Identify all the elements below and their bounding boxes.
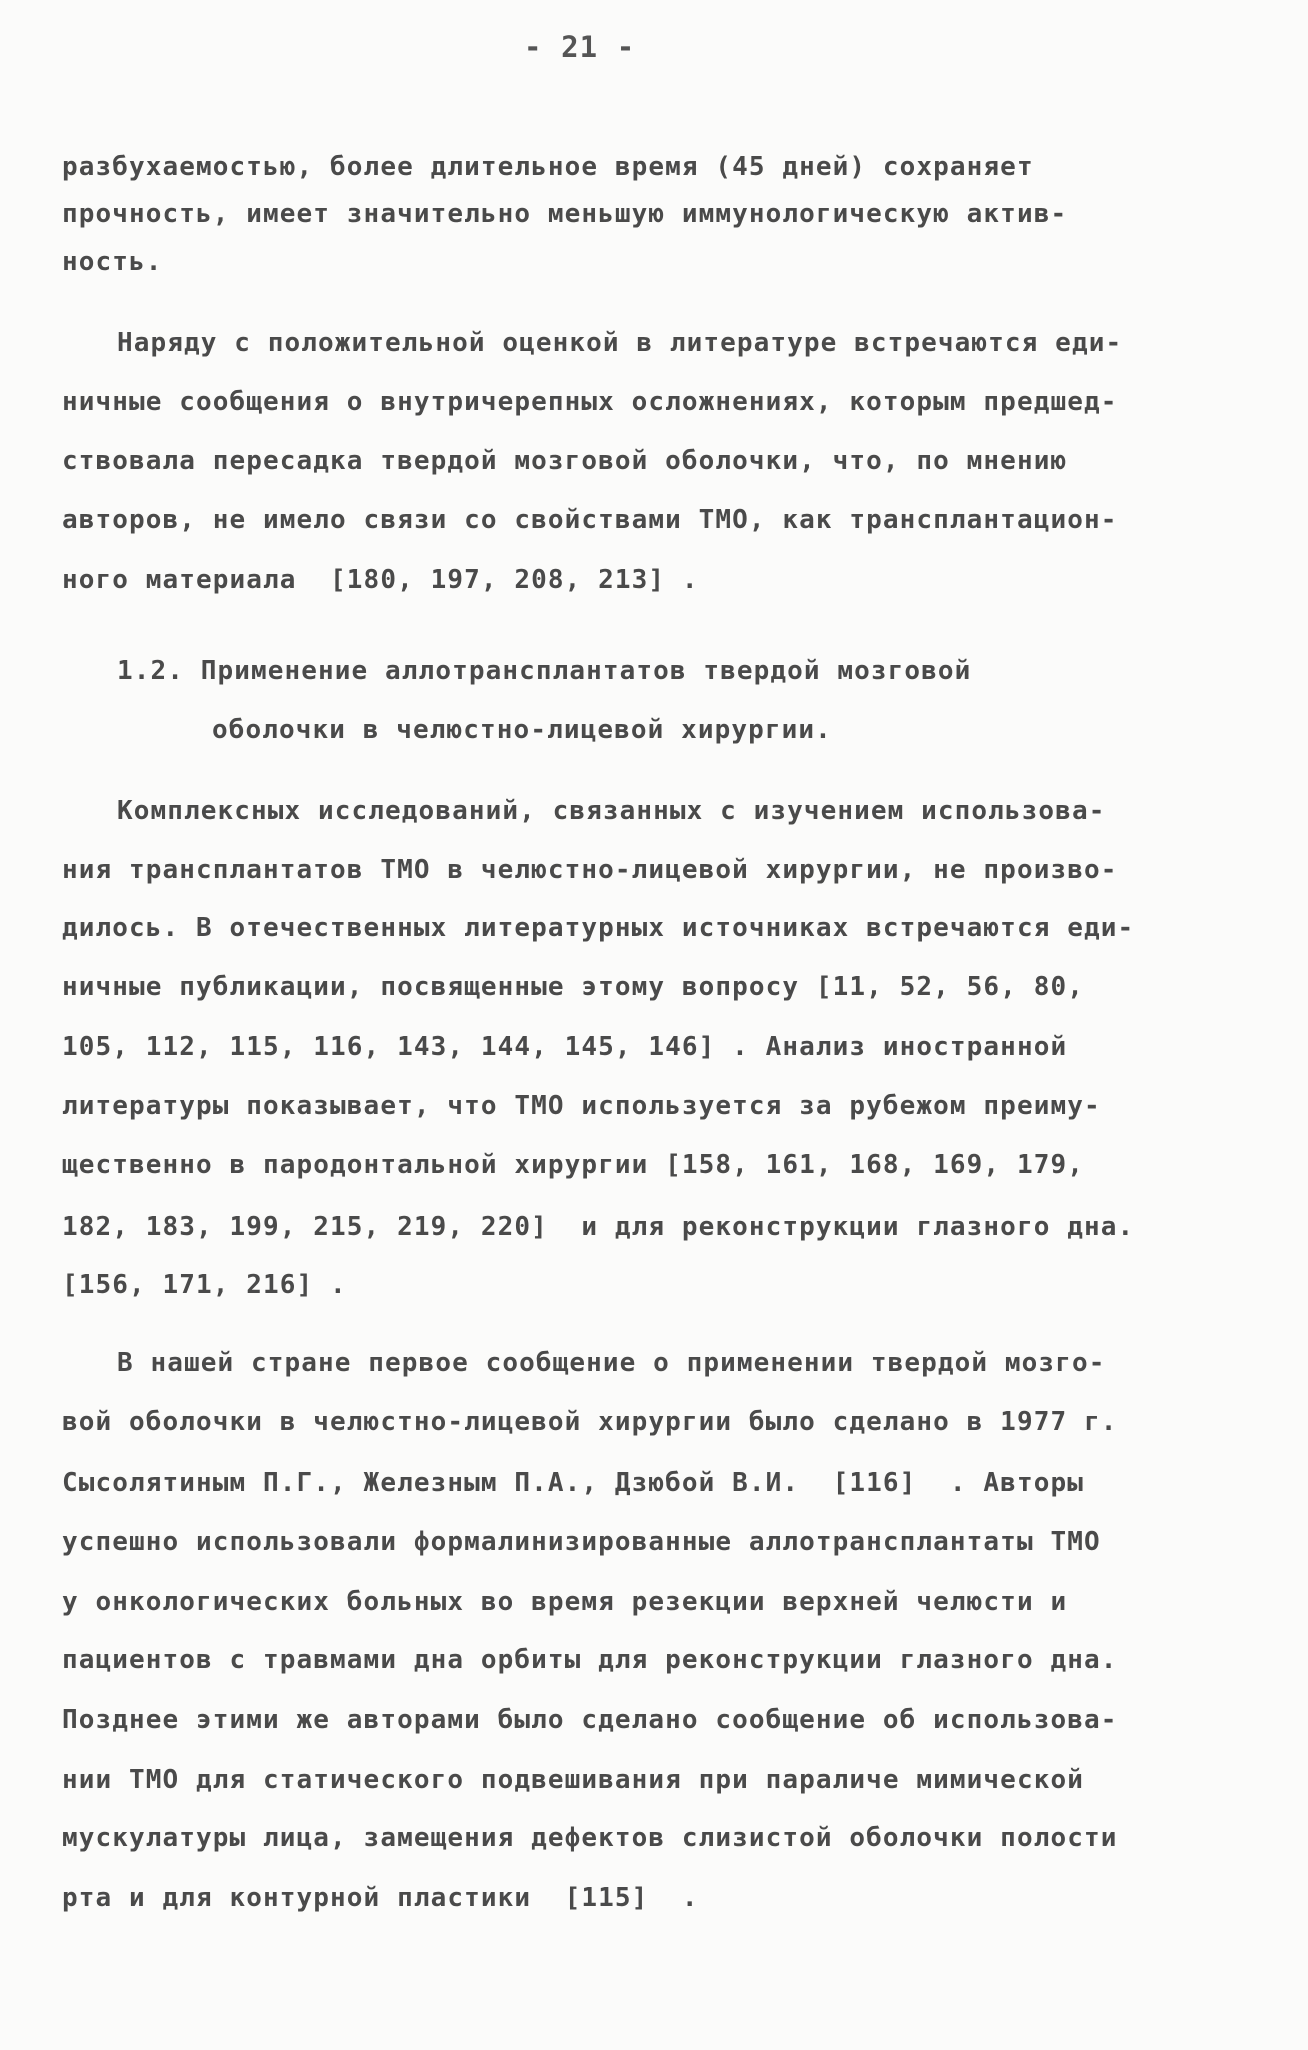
page-number: - 21 - [524,30,636,64]
text-line: ничные публикации, посвященные этому вопросу [11, 52, 56, 80, [62,972,1084,1002]
text-line: Позднее этими же авторами было сделано сообщение об использова- [62,1705,1118,1735]
text-line: щественно в пародонтальной хирургии [158, 161, 168, 169, 179, [62,1150,1084,1180]
text-line: ствовала пересадка твердой мозговой оболочки, что, по мнению [62,446,1068,476]
text-line: у онкологических больных во время резекции верхней челюсти и [62,1587,1068,1617]
text-line: разбухаемостью, более длительное время (45 дней) сохраняет [62,152,1034,182]
text-line: В нашей стране первое сообщение о применении твердой мозго- [117,1348,1106,1378]
text-line: Комплексных исследований, связанных с изучением использова- [117,796,1106,826]
text-line: ного материала [180, 197, 208, 213] . [62,565,699,595]
text-line: вой оболочки в челюстно-лицевой хирургии было сделано в 1977 г. [62,1407,1118,1437]
text-line: ничные сообщения о внутричерепных осложнениях, которым предшед- [62,387,1118,417]
text-line: [156, 171, 216] . [62,1270,347,1300]
text-line: успешно использовали формалинизированные аллотрансплантаты ТМО [62,1527,1101,1557]
section-heading-line: оболочки в челюстно-лицевой хирургии. [212,715,832,745]
text-line: Наряду с положительной оценкой в литературе встречаются еди- [117,328,1123,358]
text-line: нии ТМО для статического подвешивания при параличе мимической [62,1765,1084,1795]
text-line: мускулатуры лица, замещения дефектов слизистой оболочки полости [62,1823,1118,1853]
text-line: прочность, имеет значительно меньшую иммунологическую актив- [62,199,1068,229]
text-line: 182, 183, 199, 215, 219, 220] и для реконструкции глазного дна. [62,1212,1135,1242]
text-line: 105, 112, 115, 116, 143, 144, 145, 146] . Анализ иностранной [62,1032,1068,1062]
text-line: Сысолятиным П.Г., Железным П.А., Дзюбой В.И. [116] . Авторы [62,1468,1084,1498]
text-line: рта и для контурной пластики [115] . [62,1883,699,1913]
text-line: ния трансплантатов ТМО в челюстно-лицевой хирургии, не произво- [62,855,1118,885]
section-heading-line: 1.2. Применение аллотрансплантатов твердой мозговой [117,656,972,686]
text-line: дилось. В отечественных литературных источниках встречаются еди- [62,913,1135,943]
text-line: ность. [62,247,163,277]
text-line: авторов, не имело связи со свойствами ТМО, как трансплантацион- [62,505,1118,535]
text-line: пациентов с травмами дна орбиты для реконструкции глазного дна. [62,1645,1118,1675]
text-line: литературы показывает, что ТМО используется за рубежом преиму- [62,1091,1101,1121]
